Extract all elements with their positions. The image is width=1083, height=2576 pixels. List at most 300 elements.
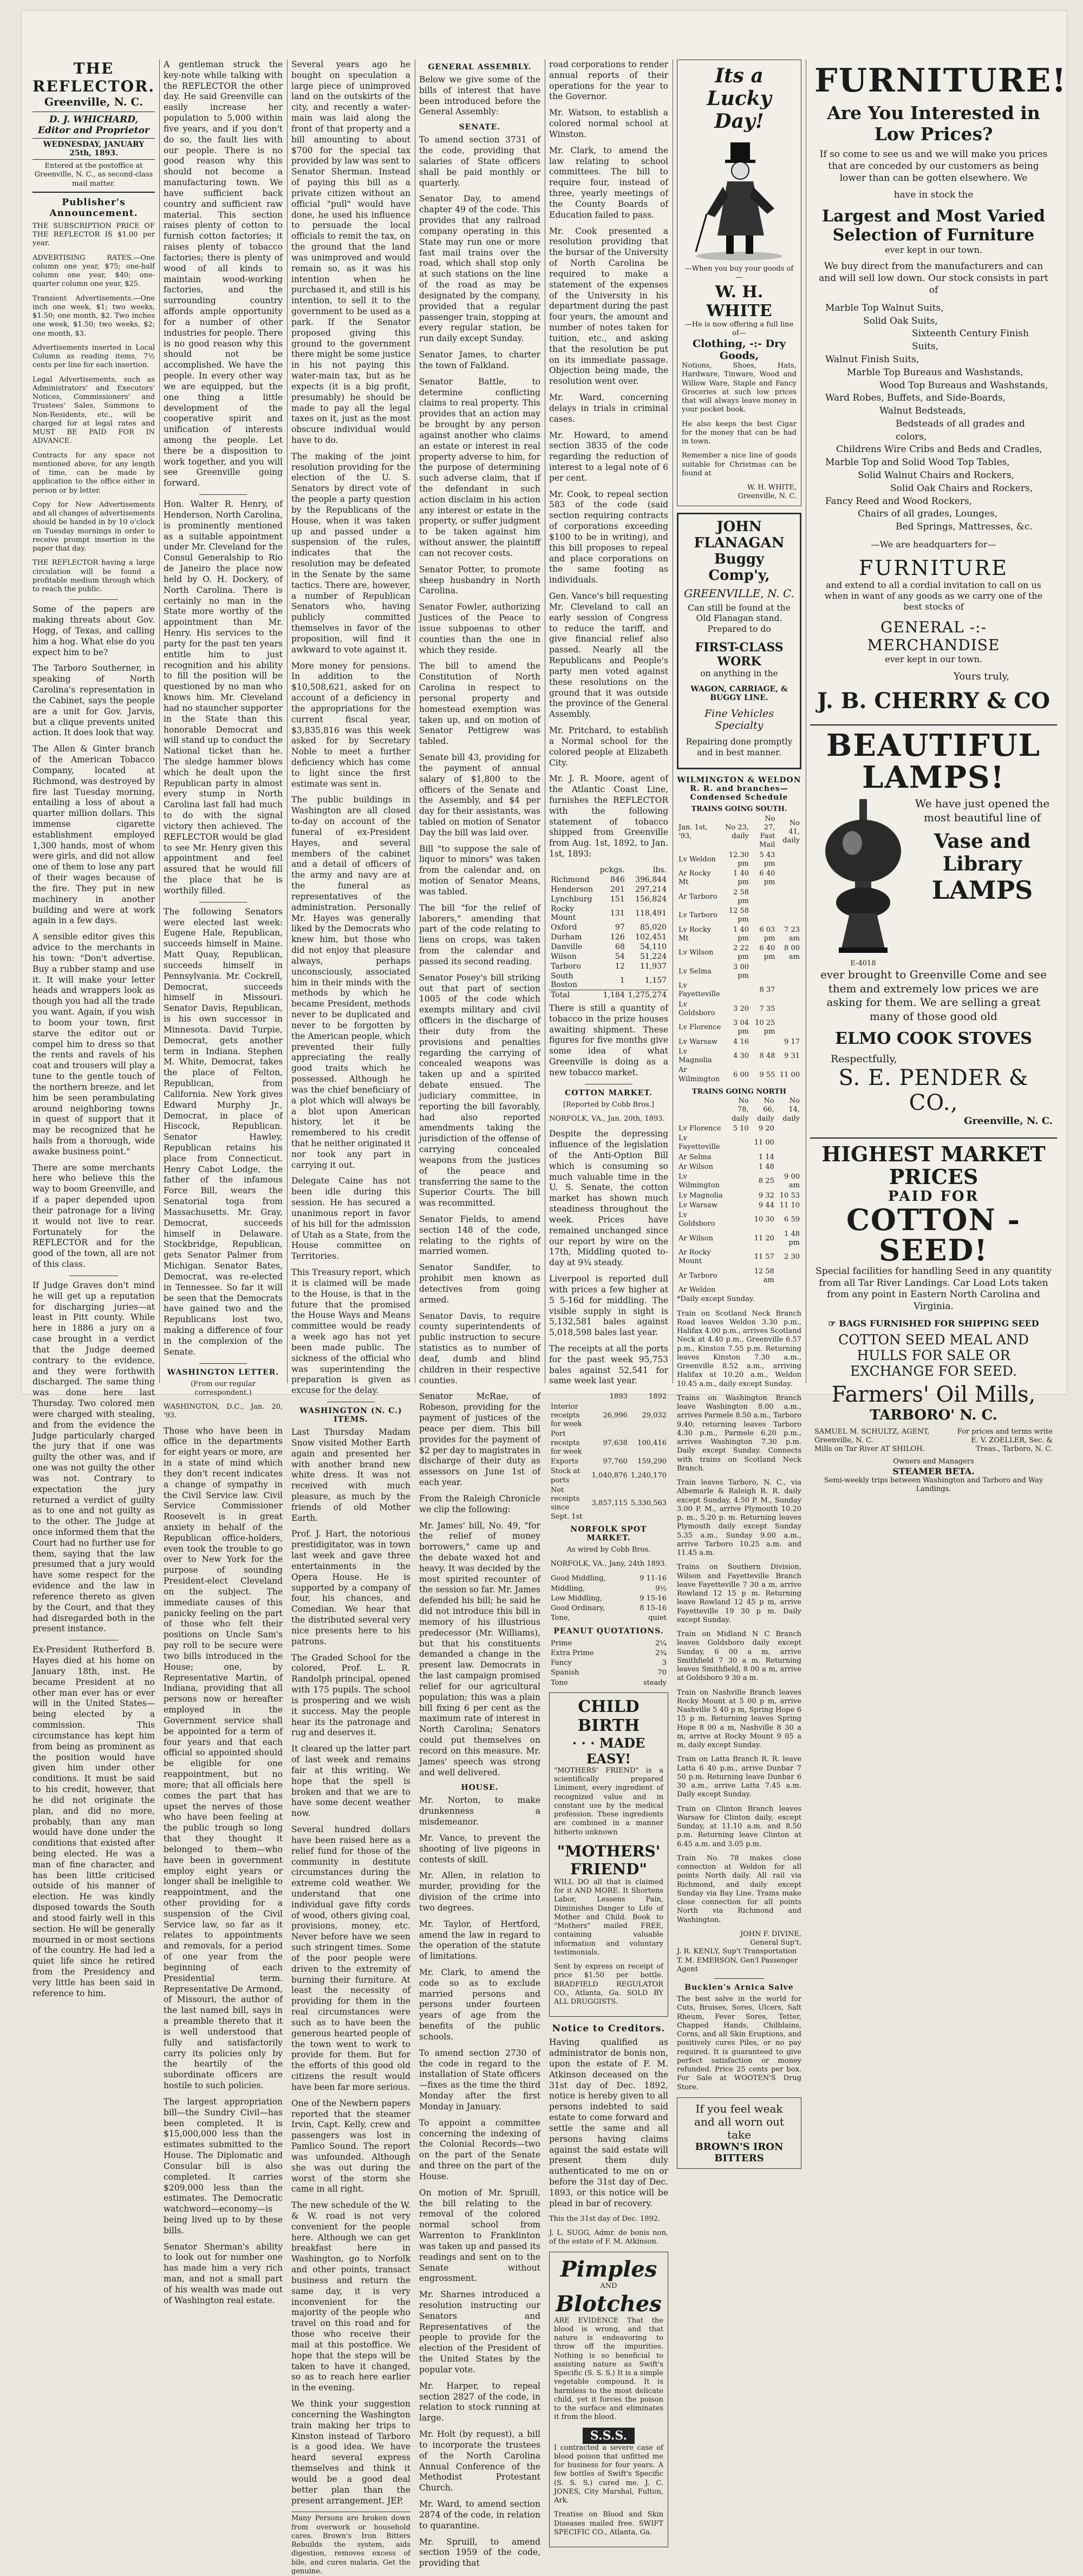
senate-item: Senator Fowler, authorizing Justices of the Peace to issue subpoenas to other counties than the one in which they reside. xyxy=(419,602,540,655)
table-cell: Lv Warsaw xyxy=(678,1201,717,1209)
table-cell: Stock at ports xyxy=(551,1467,580,1485)
lucky-day-ad xyxy=(677,60,801,506)
table-row xyxy=(549,1457,668,1467)
article-para: The Allen & Ginter branch of the American Tobacco Company, located at Richmond, was destroyed by fire last Tuesday morning, entailing a loss of about a quarter million dollars. This immense cigarette establishment employed 1,300 hands, most of whom were girls, and did not allow one of them to lose any part of their wages because of the fire. They put in new machinery in another building and were at work again in a few days. xyxy=(32,744,155,926)
column-rule xyxy=(159,60,160,1383)
masthead-date: WEDNESDAY, JANUARY 25th, 1893. xyxy=(32,138,155,160)
article-para: This Treasury report, which it is claimed will be made to the House, is that in the future that the promised the House Ways and Means committee would be ready a week ago has not yet been made public. The sickness of the official who was superintending the preparation is given as excuse for the delay. xyxy=(291,1267,410,1396)
house-item: Mr. Spruill, to amend section 1959 of the code, providing that xyxy=(419,2536,540,2568)
creditors-notice xyxy=(549,2023,668,2246)
table-cell xyxy=(776,1162,801,1172)
article-para: Last Thursday Madam Snow visited Mother Earth again and presented her with another brand new white dress. It was not received with much pleasure, as much by the friends of old Mother Earth. xyxy=(291,1427,410,1523)
table-cell: 2 30 xyxy=(784,1253,800,1261)
blotches-head: Blotches xyxy=(556,2291,662,2317)
cotton-seed-head: COTTON - SEED! xyxy=(846,1202,1021,1268)
table-header xyxy=(549,1392,590,1402)
senate-item: Senator Posey's bill striking out that part of section 1005 of the code which exempts military and civil officers in the discharge of their duty from the provisions and penalties regarding the carrying of concealed weapons was taken up and a spirited debate ensued. The judiciary committee, in reporting the bill favorably, had also reported amendments taking the jurisdiction of the offense of carrying concealed weapons from the justices of the peace and transferring the same to the Superior Courts. The bill was recommitted. xyxy=(419,972,540,1208)
list-item: Solid Walnut Chairs and Rockers, xyxy=(858,470,1015,481)
flanagan-foot: Repairing done promptly and in best manner. xyxy=(686,736,793,757)
washington-letter-dateline: WASHINGTON, D.C., Jan. 20, '93. xyxy=(164,1403,283,1420)
table-cell: 1,040,876 xyxy=(591,1472,628,1480)
article-para: Several hundred dollars have been raised here as a relief fund for those of the community in destitute circumstances during the extreme cold weather. We understand that one individual gave fifty cords of wood, others giving coal, provisions, money, etc. Never before have we seen such stringent times. Some of the poor people were driven to the extremity of burning their furniture. At least the necessity of providing for them in the real circumstances were such as to have been the generous hearted people of the town went to work to provide for them. But for the efforts of this good old citizens the result would have been far more serious. xyxy=(291,1825,410,2092)
list-item: Chairs of all grades, Lounges, xyxy=(858,508,998,520)
table-row xyxy=(549,942,668,952)
table-cell: Prime xyxy=(551,1639,572,1647)
table-cell: Tone xyxy=(551,1678,568,1687)
article-para: Senator Sherman's ability to look out for number one has made him a very rich man, and not a small part of his wealth was made out of Washington real estate. xyxy=(164,2241,283,2305)
table-row xyxy=(677,1285,801,1295)
table-cell: 1 48 pm xyxy=(784,1230,800,1247)
column-1 xyxy=(32,60,155,1998)
table-cell: Ar Selma xyxy=(678,1153,712,1161)
table-row xyxy=(549,1574,668,1584)
table-row xyxy=(677,851,801,869)
senate-item: Senator Day, to amend chapter 49 of the code. This provides that any railroad company operating in this State may run one or more fast mail trains over the road, which shall stop only at such stations on the line of the road as may be designated by the company, provided that a regular passenger train, stopping at every regular station, be run daily except Sunday. xyxy=(419,194,540,344)
table-row xyxy=(677,888,801,907)
table-cell: 1,157 xyxy=(644,976,667,985)
table-row xyxy=(677,1124,801,1134)
assembly-title: GENERAL ASSEMBLY. xyxy=(428,63,532,71)
senate-item: Senator Battle, to determine conflicting claims to real property. This provides that an action may be brought by any person against another who claims an estate or interest in real property adverse to him, for the purpose of determining such adverse claim, that if the defendant in such action disclaim in his action any interest or estate in the property, or suffer judgment to be taken against him without answer, the plaintiff can not recover costs. xyxy=(419,376,540,558)
table-cell: 97 xyxy=(615,923,625,932)
table-cell: 9 00 am xyxy=(784,1173,800,1190)
table-row xyxy=(677,925,801,944)
table-cell: Fancy xyxy=(551,1659,572,1668)
highest-market-prices: HIGHEST MARKET PRICES xyxy=(821,1141,1046,1189)
article-para: Mr. Ward, concerning delays in trials in criminal cases. xyxy=(549,393,668,424)
rail-note: Train on Nashville Branch leaves Rocky Mount at 5 00 p m, arrive Nashville 5 40 p m, Spring Hope 6 15 p m. Returning leaves Spring Hope 8 00 a m, Nashville 8 30 a m, arrive at Rocky Mount 9 05 a m, daily except Sunday. xyxy=(677,1688,801,1750)
divider xyxy=(199,494,247,495)
table-row xyxy=(677,981,801,1000)
article-para: If Judge Graves don't mind he will get up a reputation for discharging juries—at least in Pitt county. While here in 1886 a jury on a case brought in a verdict that the Judge deemed contrary to the evidence, and they were forthwith discharged. The same thing was done here last Thursday. Two colored men were charged with stealing, and from the evidence the Judge particularly charged the jury that if one was guilty the other was, and if one was not guilty the other was not. Contrary to expectation the jury returned a verdict of guilty as to one and not guilty as to the other. The Judge at once informed them that the Court had no further use for them, saying that the law presumed that a jury would have some respect for the evidence and the law in reference thereto as given by the Court, and that they had disregarded both in the present instance. xyxy=(32,1280,155,1634)
table-cell: Spanish xyxy=(551,1669,579,1677)
table-row xyxy=(677,944,801,963)
table-cell: 3 04 pm xyxy=(733,1019,749,1036)
table-cell: 1 14 xyxy=(758,1153,774,1161)
list-item: Wood Top Bureaus and Washstands, xyxy=(879,380,1048,391)
creditors-title: Notice to Creditors. xyxy=(552,2023,666,2035)
publisher-para: THE REFLECTOR having a large circulation will be found a profitable medium through which to reach the public. xyxy=(32,559,155,593)
table-row xyxy=(677,1047,801,1066)
table-cell: 5,330,563 xyxy=(630,1499,667,1508)
table-cell: Henderson xyxy=(551,885,593,894)
furniture-head2: FURNITURE xyxy=(859,555,1008,580)
table-cell xyxy=(777,869,801,888)
divider xyxy=(199,902,247,903)
table-row xyxy=(549,1402,668,1430)
table-cell: 6 40 pm xyxy=(759,869,775,887)
table-cell xyxy=(777,888,801,907)
senate-item: Senator McRae, of Robeson, providing for the payment of justices of the peace per diem. This bill provides for the payment of $2 per day to magistrates in discharge of their duty as assessors on June 1st of each year. xyxy=(419,1391,540,1488)
article-para: Liverpool is reported dull with prices a few higher at 5 5-16d for middling. The visible supply in sight is 5,132,581 bales against 5,018,598 bales last year. xyxy=(549,1274,668,1338)
table-cell: Low Middling, xyxy=(551,1594,602,1603)
pimples-ad xyxy=(549,2252,668,2547)
table-header: No 14, daily xyxy=(782,1097,800,1123)
lamp-figure xyxy=(814,797,912,968)
cotton-table xyxy=(549,1392,668,1522)
masthead-place: Greenville, N. C. xyxy=(44,95,143,108)
table-cell: 10 30 xyxy=(754,1215,774,1224)
man-with-hat-illustration xyxy=(685,133,793,263)
table-header xyxy=(677,1096,725,1124)
lamp-illustration xyxy=(817,797,909,959)
steamer-trips: Semi-weekly trips between Washington and Tarboro and Way Landings. xyxy=(824,1476,1043,1494)
table-cell: Interior receipts for week xyxy=(551,1402,582,1429)
bags-furnished xyxy=(814,1318,1053,1329)
list-item: Marble Top Bureaus and Washstands, xyxy=(847,367,1023,378)
table-cell: 8 48 xyxy=(759,1052,775,1061)
publisher-para: THE SUBSCRIPTION PRICE OF THE REFLECTOR IS $1.00 per year. xyxy=(32,221,155,248)
table-cell: Ar Tarboro xyxy=(678,892,717,901)
table-cell: 8 15-16 xyxy=(640,1604,667,1613)
tobacco-note: There is still a quantity of tobacco in the prize houses awaiting shipment. These figures for five months give some idea of what Greenville is doing as a new tobacco market. xyxy=(549,1003,668,1077)
table-cell: Ar Wilson xyxy=(678,1162,714,1171)
white-name: W. H. WHITE xyxy=(706,282,772,321)
table-cell xyxy=(777,963,801,982)
article-para: One of the Newbern papers reported that the steamer Irvin, Capt. Kelly, crew and passengers was lost in Pamlico Sound. The report was unfounded. Although she was out during the worst of the storm she came in all right. xyxy=(291,2098,410,2194)
table-row xyxy=(677,963,801,982)
table-header: No 78, daily xyxy=(731,1097,749,1123)
article-para: The receipts at all the ports for the past week 95,753 bales against 52,541 for same week last year. xyxy=(549,1344,668,1386)
furniture-stock: have in stock the xyxy=(893,189,974,201)
masthead-editor: D. J. WHICHARD, Editor and Proprietor xyxy=(32,112,155,136)
farmers-oil-mills: Farmers' Oil Mills, xyxy=(831,1382,1036,1407)
table-row xyxy=(549,1668,668,1678)
lamps-vase: Vase and Library xyxy=(934,830,1031,876)
table-cell: Lv Florence xyxy=(678,1023,721,1032)
house-item: Mr. Vance, to prevent the shooting of live pigeons in contests of skill. xyxy=(419,1833,540,1865)
creditors-sig: This the 31st day of Dec. 1892. xyxy=(549,2214,661,2223)
table-row xyxy=(549,1604,668,1613)
flanagan-on: on anything in the xyxy=(700,668,778,678)
rail-note: Trains on Washington Branch leave Washington 8.00 a.m., arrives Parmele 8.50 a.m., Tarboro 9.40; returning leaves Tarboro 4.30 p.m., Parmele 6.20 p.m., arrives Washington 7.30 p.m. Daily except Sunday. Connects with trains on Scotland Neck Branch. xyxy=(677,1394,801,1473)
table-row xyxy=(549,1467,668,1486)
table-row xyxy=(677,906,801,925)
table-cell: Extra Prime xyxy=(551,1649,594,1657)
table-cell: Good Middling, xyxy=(551,1574,606,1583)
table-cell: Oxford xyxy=(551,923,577,932)
house-item: To amend section 2730 of the code in regard to the installation of State officers—fixes as the time the third Monday after the first Monday in January. xyxy=(419,2048,540,2111)
newspaper-page xyxy=(22,11,1067,2575)
table-row xyxy=(549,932,668,942)
spot-market-title: NORFOLK SPOT MARKET. xyxy=(570,1525,647,1542)
table-cell: 9 31 xyxy=(784,1052,800,1061)
table-cell: 126 xyxy=(610,932,625,942)
table-row xyxy=(549,1486,668,1522)
made-easy-head: · · · MADE EASY! xyxy=(572,1735,645,1767)
article-para: The Tarboro Southerner, in speaking of North Carolina's representation in the Cabinet, says the people are a unit for Gov. Jarvis, but a clique prevents united action. It does look that way. xyxy=(32,663,155,738)
table-cell: 3 20 xyxy=(733,1004,749,1013)
table-cell xyxy=(725,1248,751,1267)
general-merchandise: GENERAL -:- MERCHANDISE xyxy=(867,618,1000,654)
table-cell: Wilson xyxy=(551,952,577,961)
table-cell: Net receipts since Sept. 1st xyxy=(551,1486,583,1521)
table-cell: 54 xyxy=(615,952,625,961)
table-header: No 41, daily xyxy=(782,819,800,845)
table-cell: 1,275,274 xyxy=(628,990,667,999)
table-row xyxy=(549,1429,668,1457)
white-line1: —He is now offering a full line of— xyxy=(684,320,794,337)
white-body3: Remember a nice line of goods suitable for Christmas can be found at xyxy=(682,452,797,478)
table-row xyxy=(677,1172,801,1191)
table-cell: 11,937 xyxy=(640,962,667,971)
furniture-list xyxy=(814,302,1053,534)
list-item: Bed Springs, Mattresses, &c. xyxy=(896,521,1033,533)
arnica-body: The best salve in the world for Cuts, Bruises, Sores, Ulcers, Salt Rheum, Fever Sores, Tetter, Chapped Hands, Chilblains, Corns, and all Skin Eruptions, and positively cures Piles, or no pay required. It is guaranteed to give perfect satisfaction or money refunded. Price 25 cents per box. For Sale at WOOTEN'S Drug Store. xyxy=(677,1995,801,2091)
column-ads xyxy=(810,60,1067,1494)
white-sig: W. H. WHITE, xyxy=(747,483,797,492)
table-cell: 2¼ xyxy=(655,1639,667,1647)
creditors-sig2: J. L. SUGG, Admr. de bonis non, of the estate of F. M. Atkinson. xyxy=(549,2228,668,2246)
senate-item: Senate bill 43, providing for the payment of annual salary of $1,800 to the officers of the Senate and the Assembly, and $4 per day for their assistants, was tabled on motion of Senator Day the bill was laid over. xyxy=(419,753,540,838)
table-cell: Tone, xyxy=(551,1614,570,1623)
south-title: TRAINS GOING SOUTH. xyxy=(691,805,787,814)
rail-note: Train on Scotland Neck Branch Road leaves Weldon 3.30 p.m., Halifax 4.00 p.m., arrives Scotland Neck at 4.40 p.m., Greenville 6.57 p.m., Kinston 7.55 p.m. Returning leaves Kinston 7.30 a.m., Greenville 8.52 a.m., arriving Halifax at 10.20 a.m., Weldon 10.45 a.m., daily except Sunday. xyxy=(677,1309,801,1388)
article-para: Gen. Vance's bill requesting Mr. Cleveland to call an early session of Congress to reduce the tariff, and give financial relief also passed. Nearly all the Republicans and People's party men voted against these resolutions on the ground that it was outside the province of the General Assembly. xyxy=(549,591,668,720)
elmo-stoves: ELMO COOK STOVES xyxy=(835,1029,1032,1048)
table-cell xyxy=(751,1037,777,1047)
table-row xyxy=(677,1230,801,1248)
tobacco-header: pckgs. xyxy=(599,865,625,874)
chronicle-para: Mr. James' bill, No. 49, "for the relief of money borrowers," came up and the debate waxed hot and heavy. It was decided by the most spirited recounter of the session so far. Mr. James defended his bill; he said he did not introduce this bill in memory of his illustrious predecessor (Mr. Williams), but that his constituents demanded a change in the present law. Democrats in the last campaign promised relief for our agricultural population; this was a plain bill fixing 6 per cent as the maximum rate of interest in North Carolina; Senators could put themselves on record on this measure. Mr. James' speech was strong and well delivered. xyxy=(419,1520,541,1777)
cotton-market-title: COTTON MARKET. xyxy=(565,1088,653,1097)
article-para: The Graded School for the colored, Prof. L. R. Randolph principal, opened with 175 pupils. The school is prospering and we wish it success. May the people hear its the patronage and rug and deserves it. xyxy=(291,1652,410,1738)
table-cell: 1 40 pm xyxy=(733,869,749,887)
table-header-row xyxy=(677,1096,801,1124)
table-row xyxy=(549,904,668,923)
arnica-title: Bucklen's Arnica Salve xyxy=(684,1983,794,1992)
table-cell: Lv Goldsboro xyxy=(678,1211,715,1228)
table-cell: 70 xyxy=(657,1669,667,1677)
table-cell xyxy=(777,851,801,869)
white-body2: He also keeps the best Cigar for the money that can be had in town. xyxy=(682,420,797,446)
rail-note: *Daily except Sunday. xyxy=(677,1295,755,1304)
tarboro: TARBORO' N. C. xyxy=(870,1407,997,1423)
lamps-resp: Respectfully, xyxy=(831,1052,897,1065)
table-cell: Lv Fayetteville xyxy=(678,1134,720,1152)
table-cell: 151 xyxy=(610,894,625,904)
table-cell: Ar Wilmington xyxy=(678,1066,720,1083)
mothers-friend-body2: WILL DO all that is claimed for it AND MORE. It Shortens Labor, Lessens Pain, Diminishes Danger to Life of Mother and Child. Book to "Mothers" mailed FREE, containing valuable information and voluntary testimonials. xyxy=(554,1878,663,1957)
table-cell: 8 25 xyxy=(758,1177,774,1186)
table-row xyxy=(549,971,668,990)
rail-sig1-title: General Sup't. xyxy=(750,1939,801,1947)
senate-item: Senator Sandifer, to prohibit men known as detectives from going armed. xyxy=(419,1263,540,1305)
table-cell: Lv Fayetteville xyxy=(678,982,720,999)
table-row xyxy=(677,869,801,888)
table-row xyxy=(677,1211,801,1230)
article-para: Ex-President Rutherford B. Hayes died at his home on January 18th, inst. He became President at no other man ever has or ever will in the United States—being elected by a commission. This circumstance has kept him from being as prominent as the position would have given him under other conditions. It must be said to his credit, however, that he did not originate the plan, and did no more, probably, than any man would have done under the conditions that existed after being elected. He was a man of fine character, and has been little criticised outside of his manner of election. He was kindly disposed towards the South and stood fairly well in this section. He will be generally mourned in or most sections of the country. He had led a quiet life since he retired from the Presidency and very little has been said in reference to him. xyxy=(32,1645,155,1998)
table-cell: 100,416 xyxy=(637,1439,667,1447)
divider xyxy=(199,1363,247,1364)
publisher-announcement xyxy=(32,197,155,594)
table-cell: Exports xyxy=(551,1457,579,1466)
house-item: Mr. Ward, to amend section 2874 of the code, in relation to quarantine. xyxy=(419,2499,540,2531)
table-cell: 8 00 am xyxy=(784,944,800,962)
white-line2: Clothing, -:- Dry Goods, xyxy=(692,338,786,362)
article-para: road corporations to render annual reports of their operations for the year to the Governor. xyxy=(549,60,668,102)
table-cell: Lynchburg xyxy=(551,894,592,904)
furniture-selection: Selection of Furniture xyxy=(832,226,1035,245)
house-item: Mr. Taylor, of Hertford, amend the law in regard to the operation of the statute of limitations. xyxy=(419,1919,540,1962)
table-row xyxy=(549,875,668,885)
table-cell xyxy=(751,888,777,907)
mothers-friend-name: "MOTHERS' FRIEND" xyxy=(557,1842,661,1878)
table-row xyxy=(677,1134,801,1153)
table-row xyxy=(549,952,668,962)
rail-sig3: T. M. EMERSON, Gen'l Passenger Agent xyxy=(677,1956,798,1973)
table-header-row xyxy=(677,814,801,851)
table-row xyxy=(549,894,668,904)
senate-item: The bill to amend the Constitution of North Carolina in respect to personal property and homestead exemption was taken up, and on motion of Senator Pettigrew was tabled. xyxy=(419,661,540,747)
rail-note: Train leaves Tarboro, N. C., via Albemarle & Raleigh R. R. daily except Sunday, 4.50 P. M., Sunday 3.00 P. M., arrive Plymouth 10.20 p. m., 5.20 p. m. Returning leaves Plymouth daily except Sunday 5.35 a.m., Sunday 9.00 a.m., arrive Tarboro 10.25 a.m. and 11.45 a.m. xyxy=(677,1479,801,1558)
article-para: More money for pensions. In addition to the $10,508,621, asked for on account of a deficiency in the appropriations for the current fiscal year, $3,835,816 was this week asked for by Secretary Noble to meet a further deficiency which has come to light since the first estimate was sent in. xyxy=(291,661,410,789)
table-cell: Total xyxy=(551,990,570,999)
seed-footer-row xyxy=(814,1428,1053,1454)
flanagan-ad xyxy=(677,513,801,770)
table-cell: 6 00 xyxy=(733,1070,749,1079)
table-cell xyxy=(777,1000,801,1019)
pimples-footer: Treatise on Blood and Skin Diseases mailed free. SWIFT SPECIFIC CO., Atlanta, Ga. xyxy=(554,2510,663,2536)
table-cell: 118,491 xyxy=(635,908,667,918)
table-cell xyxy=(725,1267,751,1286)
north-table xyxy=(677,1096,801,1295)
article-para: Despite the depressing influence of the legislation of the Anti-Option Bill which is consuming so much valuable time in the U. S. Senate, the cotton market has shown much steadiness throughout the week. Prices have remained unchanged since our report by wire on the 17th, Middling quoted to-day at 9¾ steady. xyxy=(549,1129,668,1268)
table-header: No 66, daily xyxy=(757,1097,774,1123)
furniture-largest: Largest and Most Varied xyxy=(822,207,1045,226)
table-cell: Middling, xyxy=(551,1584,585,1593)
table-cell: steady xyxy=(643,1678,667,1687)
rail-note: Trains on Southern Division, Wilson and Fayetteville Branch leave Fayetteville 7 30 a m, arrive Rowland 12 15 p m. Returning leave Rowland 12 45 p m, arrive Fayetteville 19 30 p m. Daily except Sunday. xyxy=(677,1563,801,1624)
table-cell: 11 10 xyxy=(779,1201,800,1209)
table-cell: 9½ xyxy=(655,1584,667,1593)
table-cell xyxy=(751,906,777,925)
table-cell: Lv Rocky Mt xyxy=(678,925,712,943)
table-row xyxy=(677,1162,801,1172)
article-para: Prof. J. Hart, the notorious prestidigitator, was in town last week and gave three entertainments in the Opera House. He is supported by a company of four, his chances, and Comedian. We hear that the distributed several very nice presents here to his patrons. xyxy=(291,1529,410,1646)
table-cell xyxy=(777,906,801,925)
table-row xyxy=(677,1000,801,1019)
list-item: Marble Top Walnut Suits, xyxy=(825,302,944,313)
cotton-seed-body: Special facilities for handling Seed in any quantity from all Tar River Landings. Car Load Lots taken from any point in Eastern North Carolina and Virginia. xyxy=(815,1265,1052,1312)
column-rule xyxy=(287,60,288,1383)
lamps-row xyxy=(814,797,1053,968)
table-header: Jan. 1st, '93, xyxy=(678,823,708,841)
table-cell: South Boston xyxy=(551,971,577,989)
senate-item: Senator Fields, to amend section 148 of the code, relating to the rights of married women. xyxy=(419,1214,540,1257)
article-para: Hon. Walter R. Henry, of Henderson, North Carolina, is prominently mentioned as a suitable appointment under Mr. Cleveland for the Consul Generalship to Rio de Janeiro the place now held by O. H. Dockery, of North Carolina. There is certainly no man in the State more worthy of the appointment than Mr. Henry. His services to the party for the past ten years entitle him to just recognition and his ability to fill the position will be questioned by no man who knows him. Mr. Cleveland had no stauncher supporter in the State than this honorable Democrat and will stand up to conduct the National ticket than he. The sledge hammer blows which he dealt upon the Republican party in almost every stump in North Carolina last fall had much to do with the signal victory then achieved. The REFLECTOR would be glad to see Mr. Henry given this appointment and feel assured that he would fill the place that he is worthily filled. xyxy=(164,499,283,895)
south-table xyxy=(677,814,801,1084)
article-para: Some of the papers are making threats about Gov. Hogg, of Texas, and calling him a hog. What else do you expect him to be? xyxy=(32,604,155,657)
furniture-ad xyxy=(810,60,1067,718)
lamps-ad xyxy=(810,725,1057,1131)
senate-item: Senator Potter, to promote sheep husbandry in North Carolina. xyxy=(419,564,540,596)
article-para: There are some merchants here who believe this the way to boom Greenville, and if a paper depended upon their patronage for a living it would not live to rear. Fortunately for the REFLECTOR and for the good of the town, all are not of this class. xyxy=(32,1162,155,1270)
railroad-schedule xyxy=(677,776,801,1974)
table-cell: Lv Goldsboro xyxy=(678,1000,715,1017)
cotton-seed-ad xyxy=(810,1139,1057,1498)
house-item: Mr. Norton, to make drunkenness a misdemeanor. xyxy=(419,1795,540,1827)
mothers-friend-body: "MOTHERS' FRIEND" is a scientifically prepared Liniment, every ingredient of recognized value and in constant use by the medical profession. These ingredients are combined in a manner hitherto unknown xyxy=(554,1766,663,1836)
rail-note: Train on Clinton Branch leaves Warsaw for Clinton daily, except Sunday, at 11.10 a.m. and 8.50 p.m. Returning leave Clinton at 6.45 a.m. and 3.05 p.m. xyxy=(677,1804,801,1848)
column-6 xyxy=(677,60,801,2164)
table-cell: 3,857,115 xyxy=(591,1499,628,1508)
spot-market-byline: As wired by Cobb Bros. xyxy=(566,1545,651,1554)
table-cell: 846 xyxy=(610,875,625,884)
cotton-market-byline: [Reported by Cobb Bros.] xyxy=(563,1100,655,1109)
lucky-caption: —When you buy your goods of— xyxy=(684,265,794,282)
seed-prices: For prices and terms write E. V. ZOELLER, Sec. & Treas., Tarboro, N. C. xyxy=(957,1427,1053,1454)
table-cell: 12 58 am xyxy=(754,1267,774,1284)
publisher-para: Transient Advertisements.—One inch one week, $1; two weeks, $1.50; one month, $2. Two inches one week, $1.50; two weeks, $2; one month, $3. xyxy=(32,294,155,338)
table-cell: Ar Rocky Mt xyxy=(678,869,711,887)
table-cell: Danville xyxy=(551,942,583,951)
table-cell: Rocky Mount xyxy=(551,904,576,922)
table-row xyxy=(549,1613,668,1623)
masthead xyxy=(32,60,155,193)
table-cell: 9 20 xyxy=(758,1124,774,1133)
masthead-entry: Entered at the postoffice at Greenville, N. C., as second-class mail matter. xyxy=(34,162,153,188)
list-item: Ward Robes, Buffets, and Side-Boards, xyxy=(825,393,1006,404)
column-2 xyxy=(164,60,283,2305)
table-cell xyxy=(776,1153,801,1162)
creditors-body: Having qualified as administrator de bonis non, upon the estate of F. M. Atkinson deceased on the 31st day of Dec. 1892, notice is hereby given to all persons indebted to said estate to come forward and settle the same and all persons having claims against the said estate will present them duly authenticated to me on or before the 31st day of Dec. 1893, or this notice will be plead in bar of recovery. xyxy=(549,2037,668,2208)
table-cell: 8 37 xyxy=(759,986,775,995)
article-para: Mr. Cook presented a resolution providing that the bursar of the University of North Carolina be required to make a statement of the expenses of the University in his department during the past four years, the amount and number of notes taken for tuition, etc., and asking that the resolution be put on its immediate passage. Objection being made, the resolution went over. xyxy=(549,226,668,387)
rail-note: Train on Midland N C Branch leaves Goldsboro daily except Sunday, 6 00 a m, arrive Smithfield 7 30 a m. Returning leaves Smithfield, 8 00 a m, arrive at Goldsboro 9 30 a m. xyxy=(677,1630,801,1683)
table-cell: 9 44 xyxy=(758,1201,774,1209)
rail-note: Train No. 78 makes close connection at Weldon for all points North daily. All rail via Richmond, and daily except Sunday via Bay Line. Trains make close connection for all points North via Richmond and Washington. xyxy=(677,1854,801,1924)
weak-line3: BROWN'S IRON BITTERS xyxy=(695,2141,784,2164)
seed-owners: Owners and Managers xyxy=(893,1457,974,1466)
article-para: Mr. Clark, to amend the law relating to school committees. The bill to require four, instead of three, yearly meetings of the County Boards of Education failed to pass. xyxy=(549,145,668,220)
flanagan-work: FIRST-CLASS WORK xyxy=(695,640,784,669)
chronicle-intro: From the Raleigh Chronicle we clip the following: xyxy=(419,1493,540,1514)
table-cell xyxy=(723,981,751,1000)
table-cell xyxy=(725,1153,751,1162)
table-cell: 1,184 xyxy=(603,990,625,999)
table-cell xyxy=(725,1172,751,1191)
table-cell: 4 16 xyxy=(733,1037,749,1046)
table-cell: Lv Magnolia xyxy=(678,1191,723,1200)
furniture-ever2: ever kept in our town. xyxy=(885,653,982,664)
table-row xyxy=(677,1201,801,1211)
child-birth-head: CHILD BIRTH xyxy=(577,1697,640,1735)
lamps-head: BEAUTIFUL LAMPS! xyxy=(826,728,1041,796)
table-header: 1893 xyxy=(609,1392,628,1401)
divider xyxy=(69,599,118,600)
table-cell: 29,032 xyxy=(642,1411,667,1420)
table-cell: Tarboro xyxy=(551,962,581,971)
table-cell xyxy=(725,1285,751,1295)
railroad-title: WILMINGTON & WELDON R. R. and branches—Condensed Schedule xyxy=(677,776,801,802)
article-para: Mr. Cook, to repeal section 583 of the code (said section requiring contracts of corporations exceeding $100 to be in writing), and this bill proposes to repeal and place corporations on the same footing as individuals. xyxy=(549,489,668,585)
publisher-para: Legal Advertisements, such as Administrators' and Executors' Notices, Commissioners' and Trustees' Sales, Summons to Non-Residents, etc., will be charged for at legal rates and MUST BE PAID FOR IN ADVANCE. xyxy=(32,375,155,446)
list-item: Solid Oak Suits, xyxy=(863,315,938,326)
washington-items-title: WASHINGTON (N. C.) ITEMS. xyxy=(299,1407,402,1424)
article-para: Delegate Caine has not been idle during this session. He has secured a unanimous report in favor of his bill for the admission of Utah as a State, from the House committee on Territories. xyxy=(291,1176,410,1261)
white-body: Notions, Shoes, Hats, Hardware, Tinware, Wood and Willow Ware, Staple and Fancy Groceries at such low prices that will always leave money in your pocket book. xyxy=(682,362,797,414)
steamer-beta: STEAMER BETA. xyxy=(892,1466,975,1476)
house-title: HOUSE. xyxy=(461,1783,499,1793)
sss-logo: S.S.S. xyxy=(583,2428,635,2444)
table-cell: Port receipts for week xyxy=(551,1430,582,1456)
table-row xyxy=(549,885,668,894)
table-row xyxy=(677,1248,801,1267)
pimples-and: AND xyxy=(600,2282,617,2291)
article-para: Those who have been in office in the departments for eight years or more, are in a state of mind which they don't recent indicates a change of sympathy in the Civil Service law. Civil Service Commissioner Roosevelt is in great anxiety in behalf of the Republican office-holders, even took the trouble to go over to New York for the purpose of sounding President-elect Cleveland on the subject. The immediate causes of this panicky feeling on the part of those who felt their positions on Uncle Sam's pay roll to be secure were two bills introduced in the House; one, by Representative Martin, of Indiana, providing that all persons now or hereafter employed in the Government service shall be appointed for a term of four years and that each official so appointed should be eligible for one reappointment, but no more; that all officials here comes the part that has upset the nerves of those who have been feeling at the public trough so long that they thought it belonged to them—who have been in government employ eight years or longer shall be ineligible to reappointment, and the other providing for a suspension of the Civil Service law, so far as it relates to appointments and removals, for a period of one year from the beginning of each Presidential term. Representative De Armond, of Missouri, the author of the last named bill, says in a preamble thereto that it is well understood that fully and satisfactorily carry its policies only by the heartily of the subordinate officers are hostile to such policies. xyxy=(164,1426,283,2091)
cotton-seed-meal: COTTON SEED MEAL AND HULLS FOR SALE OR EXCHANGE FOR SEED. xyxy=(838,1331,1029,1379)
